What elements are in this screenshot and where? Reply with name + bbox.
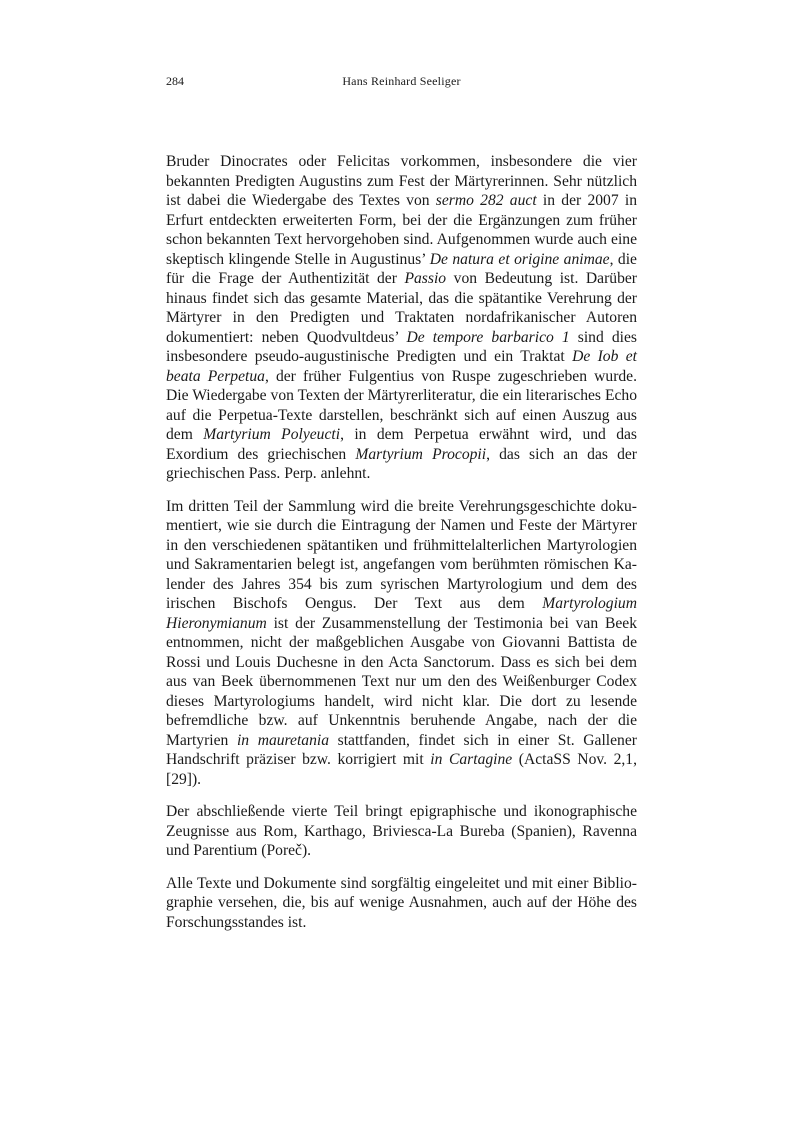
text-segment: stattfanden, findet sich in einer St. Gallener Handschrift präziser bzw. korrigiert mit — [166, 731, 637, 768]
italic-title: Martyrium Procopii — [355, 445, 487, 463]
italic-title: Passio — [404, 270, 447, 287]
text-segment: , das sich an das der griechischen Pass. Perp. anlehnt. — [166, 445, 637, 482]
text-segment: Alle Texte und Dokumente sind sorgfältig eingeleitet und mit einer Bibliographie versehen, die, bis auf wenige Ausnahmen, auch auf der Höhe des Forschungsstandes ist. — [166, 874, 637, 931]
paragraph — [166, 152, 637, 484]
body-text — [166, 152, 637, 945]
text-segment: Der abschließende vierte Teil bringt epigraphische und ikonographische Zeugnisse aus Rom, Karthago, Briviesca-La Bureba (Spanien), Ravenna und Parentium (Poreč). — [166, 803, 637, 859]
text-segment: in der 2007 in Erfurt entdeckten erweiterten Form, bei der die Ergänzungen zum früher schon bekannten Text hervorgehoben sind. Aufgenommen wurde auch eine skeptisch klingende Stelle in Augustinus’ — [166, 192, 638, 268]
text-segment: Im dritten Teil der Sammlung wird die breite Verehrungsgeschichte dokumentiert, wie sie durch die Eintragung der Namen und Feste der Märtyrer in den verschiedenen spätantiken und frühmittelalterlichen Martyrologien und Sakramentarien belegt ist, angefangen vom berühmten römischen Kalender des Jahres 354 bis zum syrischen Martyrologium und dem des irischen Bischofs Oengus. Der Text aus dem — [166, 497, 637, 612]
page-number: 284 — [166, 74, 184, 88]
text-segment: von Bedeutung ist. Darüber hinaus findet sich das gesamte Material, das die spätantike Verehrung der Märtyrer in den Predigten und Traktaten nordafrikanischer Autoren dokumentiert: neben Quodvultdeus’ — [166, 270, 637, 346]
page-header — [166, 74, 637, 94]
text-segment: , der früher Fulgentius von Ruspe zugeschrieben wurde. Die Wiedergabe von Texten der Märtyrerliteratur, die ein literarisches Echo auf die Perpetua-Texte darstellen, beschränkt sich auf einen Auszug aus dem — [166, 367, 638, 443]
italic-title: De Iob et beata Perpetua — [166, 348, 637, 385]
italic-title: Martyrium Polyeucti — [203, 426, 341, 443]
paragraph — [166, 497, 637, 790]
text-segment: sind dies insbesondere pseudo-augustinische Predigten und ein Traktat — [166, 328, 637, 365]
italic-title: in Cartagine — [430, 751, 513, 768]
text-segment: , die für die Frage der Authentizität der — [166, 250, 637, 287]
paragraph — [166, 874, 637, 933]
italic-title: De natura et origine animae — [429, 250, 610, 268]
text-segment: Bruder Dinocrates oder Felicitas vorkommen, insbesondere die vier bekannten Predigten Augustins zum Fest der Märtyrerinnen. Sehr nützlich ist dabei die Wiedergabe des Textes von — [166, 153, 637, 209]
text-segment: , in dem Perpetua erwähnt wird, und das Exordium des griechischen — [166, 426, 637, 463]
italic-title: in mauretania — [236, 731, 330, 749]
text-segment: ist der Zusammenstellung der Testimonia bei van Beek entnommen, nicht der maßgeblichen Ausgabe von Giovanni Battista de Rossi und Louis Duchesne in den Acta Sanctorum. Dass es sich bei dem aus van Beek übernommenen Text nur um den des Weißenburger Codex dieses Martyrologiums handelt, wird nicht klar. Die dort zu lesende befremdliche bzw. auf Unkenntnis beruhende Angabe, nach der die Martyrien — [166, 614, 637, 749]
italic-title: sermo 282 auct — [435, 192, 537, 209]
running-head: Hans Reinhard Seeliger — [342, 74, 461, 88]
text-segment: (ActaSS Nov. 2,1,[29]). — [166, 751, 637, 788]
italic-title: Martyrologium Hieronymianum — [166, 595, 637, 632]
italic-title: De tempore barbarico 1 — [406, 328, 570, 346]
paragraph — [166, 802, 637, 861]
